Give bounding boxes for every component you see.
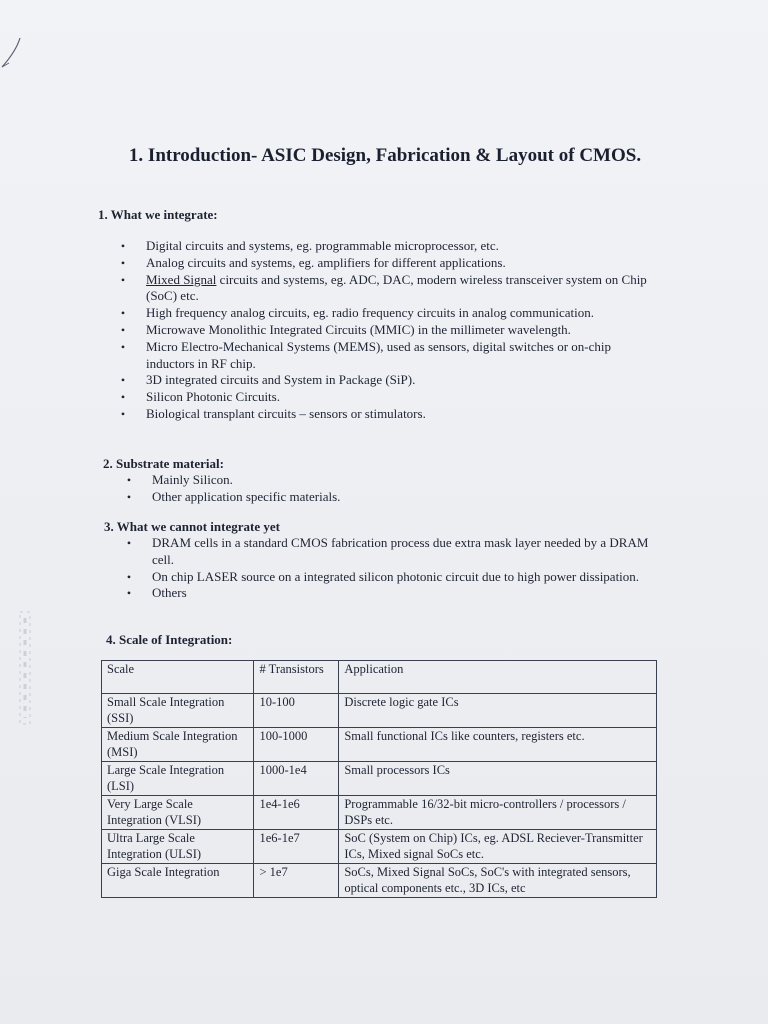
section-heading-substrate: 2. Substrate material: <box>103 456 224 471</box>
cell-scale: Very Large Scale Integration (VLSI) <box>102 796 254 830</box>
cell-transistors: 100-1000 <box>254 728 339 762</box>
column-header-application: Application <box>339 661 657 694</box>
bullet-icon: • <box>120 373 126 388</box>
bullet-icon: • <box>120 406 126 421</box>
cell-application: Small functional ICs like counters, registers etc. <box>339 728 657 762</box>
bullet-icon: • <box>126 536 132 550</box>
section-heading-scale: 4. Scale of Integration: <box>106 632 233 647</box>
bullet-icon: • <box>120 306 126 321</box>
cell-transistors: 1e4-1e6 <box>254 796 339 830</box>
cell-application: SoC (System on Chip) ICs, eg. ADSL Reciever-Transmitter ICs, Mixed signal SoCs etc. <box>339 830 657 864</box>
bullet-icon: • <box>126 473 132 487</box>
substrate-list <box>124 472 644 506</box>
cell-transistors: > 1e7 <box>254 864 339 898</box>
pen-mark-icon <box>0 36 30 70</box>
bullet-icon: • <box>120 322 126 337</box>
table-row <box>102 796 657 830</box>
page-title: 1. Introduction- ASIC Design, Fabrication & Layout of CMOS. <box>128 145 642 166</box>
cell-transistors: 10-100 <box>254 694 339 728</box>
list-item: • Mixed Signal circuits and systems, eg. ADC, DAC, modern wireless transceiver system on Chip (SoC) etc. <box>118 272 658 306</box>
table-row <box>102 864 657 898</box>
column-header-transistors: # Transistors <box>254 661 339 694</box>
cell-scale: Giga Scale Integration <box>102 864 254 898</box>
list-item: • On chip LASER source on a integrated silicon photonic circuit due to high power dissipation. <box>124 569 654 586</box>
list-item: • Digital circuits and systems, eg. programmable microprocessor, etc. <box>118 238 658 255</box>
bullet-icon: • <box>120 239 126 253</box>
table-row <box>102 728 657 762</box>
list-item: • 3D integrated circuits and System in Package (SiP). <box>118 372 658 389</box>
table-row <box>102 694 657 728</box>
bullet-icon: • <box>126 586 132 601</box>
bullet-icon: • <box>120 390 126 405</box>
cell-application: Small processors ICs <box>339 762 657 796</box>
cannot-list <box>124 535 654 602</box>
cell-transistors: 1000-1e4 <box>254 762 339 796</box>
list-item: • Mainly Silicon. <box>124 472 644 489</box>
list-item: • High frequency analog circuits, eg. radio frequency circuits in analog communication. <box>118 305 658 322</box>
list-item: • Others <box>124 585 654 602</box>
list-item: • Analog circuits and systems, eg. amplifiers for different applications. <box>118 255 658 272</box>
cell-transistors: 1e6-1e7 <box>254 830 339 864</box>
cell-scale: Medium Scale Integration (MSI) <box>102 728 254 762</box>
section-heading-cannot: 3. What we cannot integrate yet <box>104 519 280 534</box>
cell-scale: Small Scale Integration (SSI) <box>102 694 254 728</box>
list-item: • Silicon Photonic Circuits. <box>118 389 658 406</box>
bullet-icon: • <box>120 339 126 354</box>
bullet-icon: • <box>120 255 126 270</box>
table-header-row <box>102 661 657 694</box>
section-heading-integrate: 1. What we integrate: <box>98 207 218 222</box>
list-item: • DRAM cells in a standard CMOS fabrication process due extra mask layer needed by a DRAM cell. <box>124 535 654 569</box>
list-item: • Microwave Monolithic Integrated Circuits (MMIC) in the millimeter wavelength. <box>118 322 658 339</box>
cell-application: Discrete logic gate ICs <box>339 694 657 728</box>
column-header-scale: Scale <box>102 661 254 694</box>
integrate-list <box>118 238 658 423</box>
bullet-icon: • <box>126 569 132 584</box>
cell-application: Programmable 16/32-bit micro-controllers / processors / DSPs etc. <box>339 796 657 830</box>
scale-of-integration-table <box>101 660 657 898</box>
date-stamp-mark <box>14 608 36 728</box>
cell-scale: Large Scale Integration (LSI) <box>102 762 254 796</box>
bullet-icon: • <box>126 489 132 504</box>
list-item: • Micro Electro-Mechanical Systems (MEMS), used as sensors, digital switches or on-chip inductors in RF chip. <box>118 339 658 373</box>
table-row <box>102 830 657 864</box>
bullet-icon: • <box>120 272 126 287</box>
list-item: • Other application specific materials. <box>124 489 644 506</box>
mixed-signal-term: Mixed Signal <box>146 271 217 287</box>
cell-application: SoCs, Mixed Signal SoCs, SoC's with integrated sensors, optical components etc., 3D ICs, etc <box>339 864 657 898</box>
table-row <box>102 762 657 796</box>
list-item: • Biological transplant circuits – sensors or stimulators. <box>118 406 658 423</box>
cell-scale: Ultra Large Scale Integration (ULSI) <box>102 830 254 864</box>
